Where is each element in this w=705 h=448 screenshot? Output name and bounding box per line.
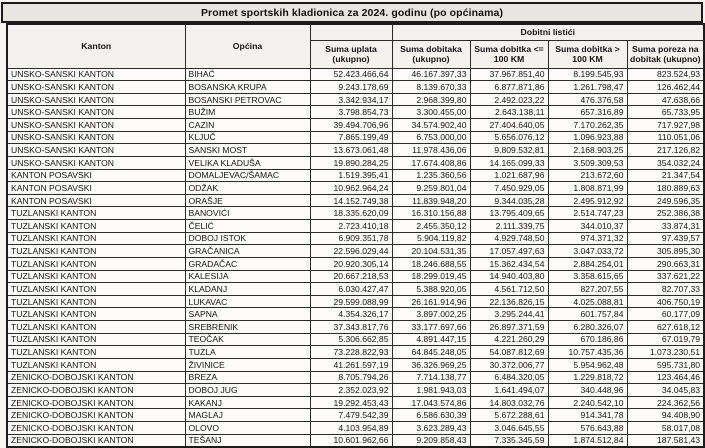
uplata-cell: 3.798.854,73 — [310, 106, 392, 119]
kanton-cell: ZENICKO-DOBOJSKI KANTON — [7, 409, 185, 422]
dobitka-gt-cell: 601.757,84 — [548, 308, 627, 321]
dobitka-le-cell: 17.057.497,63 — [470, 245, 548, 258]
dobitaka-cell: 17.043.574,86 — [392, 396, 470, 409]
poreza-cell: 337.621,22 — [627, 270, 704, 283]
dobitka-gt-cell: 3.358.615,65 — [548, 270, 627, 283]
uplata-cell: 37.343.817,76 — [310, 321, 392, 334]
kanton-cell: TUZLANSKI KANTON — [7, 358, 185, 371]
dobitka-gt-cell: 2.168.903,25 — [548, 144, 627, 157]
opcina-cell: BOSANSKI PETROVAC — [185, 93, 310, 106]
dobitka-gt-cell: 1.261.798,47 — [548, 81, 627, 94]
dobitka-gt-cell: 7.170.262,35 — [548, 119, 627, 132]
opcina-cell: ORAŠJE — [185, 194, 310, 207]
uplata-cell: 10.962.964,24 — [310, 182, 392, 195]
col-header-kanton: Kanton — [7, 24, 185, 68]
dobitka-gt-cell: 1.808.871,99 — [548, 182, 627, 195]
uplata-cell: 5.306.662,85 — [310, 333, 392, 346]
kanton-cell: KANTON POSAVSKI — [7, 169, 185, 182]
report-table — [6, 23, 705, 448]
dobitka-gt-cell: 2.884.254,01 — [548, 257, 627, 270]
kanton-cell: TUZLANSKI KANTON — [7, 232, 185, 245]
dobitka-gt-cell: 344.010,37 — [548, 220, 627, 233]
table-row — [7, 93, 704, 106]
dobitka-le-cell: 14.803.032,76 — [470, 396, 548, 409]
kanton-cell: TUZLANSKI KANTON — [7, 257, 185, 270]
dobitaka-cell: 9.209.858,43 — [392, 434, 470, 447]
dobitaka-cell: 3.623.289,43 — [392, 422, 470, 435]
dobitka-le-cell: 15.362.434,54 — [470, 257, 548, 270]
kanton-cell: ZENICKO-DOBOJSKI KANTON — [7, 384, 185, 397]
uplata-cell: 2.352.023,92 — [310, 384, 392, 397]
col-header-suma-uplata: Suma uplata (ukupno) — [310, 40, 392, 68]
poreza-cell: 1.073.230,51 — [627, 346, 704, 359]
uplata-cell: 7.865.199,49 — [310, 131, 392, 144]
dobitka-le-cell: 13.795.409,65 — [470, 207, 548, 220]
kanton-cell: UNSKO-SANSKI KANTON — [7, 81, 185, 94]
poreza-cell: 65.733,95 — [627, 106, 704, 119]
dobitaka-cell: 4.891.447,15 — [392, 333, 470, 346]
dobitka-le-cell: 5.672.288,61 — [470, 409, 548, 422]
poreza-cell: 33.874,31 — [627, 220, 704, 233]
dobitka-le-cell: 54.087.812,69 — [470, 346, 548, 359]
kanton-cell: ZENICKO-DOBOJSKI KANTON — [7, 396, 185, 409]
table-row — [7, 245, 704, 258]
kanton-cell: ZENICKO-DOBOJSKI KANTON — [7, 422, 185, 435]
opcina-cell: DOBOJ ISTOK — [185, 232, 310, 245]
table-row — [7, 308, 704, 321]
dobitka-gt-cell: 1.096.923,88 — [548, 131, 627, 144]
uplata-cell: 20.920.305,14 — [310, 257, 392, 270]
table-row — [7, 283, 704, 296]
kanton-cell: ZENICKO-DOBOJSKI KANTON — [7, 371, 185, 384]
dobitka-le-cell: 6.484.320,05 — [470, 371, 548, 384]
dobitaka-cell: 9.259.801,04 — [392, 182, 470, 195]
poreza-cell: 823.524,93 — [627, 68, 704, 81]
uplata-cell: 1.519.395,41 — [310, 169, 392, 182]
opcina-cell: DOMALJEVAC/ŠAMAC — [185, 169, 310, 182]
opcina-cell: GRAČANICA — [185, 245, 310, 258]
uplata-cell: 73.228.822,93 — [310, 346, 392, 359]
table-row — [7, 220, 704, 233]
dobitka-gt-cell: 914.341,78 — [548, 409, 627, 422]
uplata-cell: 3.342.934,17 — [310, 93, 392, 106]
table-row — [7, 119, 704, 132]
opcina-cell: BANOVIĆI — [185, 207, 310, 220]
table-row — [7, 371, 704, 384]
poreza-cell: 224.362,56 — [627, 396, 704, 409]
uplata-cell: 52.423.466,64 — [310, 68, 392, 81]
dobitka-le-cell: 9.344.035,28 — [470, 194, 548, 207]
dobitaka-cell: 5.904.119,82 — [392, 232, 470, 245]
opcina-cell: BOSANSKA KRUPA — [185, 81, 310, 94]
kanton-cell: KANTON POSAVSKI — [7, 194, 185, 207]
dobitka-le-cell: 7.450.929,05 — [470, 182, 548, 195]
table-row — [7, 321, 704, 334]
poreza-cell: 406.750,19 — [627, 295, 704, 308]
poreza-cell: 34.045,83 — [627, 384, 704, 397]
poreza-cell: 217.126,82 — [627, 144, 704, 157]
col-header-dobitni-listici: Dobitni listići — [392, 24, 704, 40]
dobitaka-cell: 16.310.156,88 — [392, 207, 470, 220]
dobitaka-cell: 3.300.455,00 — [392, 106, 470, 119]
dobitka-le-cell: 6.877.871,86 — [470, 81, 548, 94]
dobitka-gt-cell: 5.954.962,48 — [548, 358, 627, 371]
dobitaka-cell: 5.388.920,05 — [392, 283, 470, 296]
poreza-cell: 126.462,44 — [627, 81, 704, 94]
dobitka-le-cell: 14.940.403,80 — [470, 270, 548, 283]
dobitka-le-cell: 14.165.099,33 — [470, 156, 548, 169]
dobitaka-cell: 33.177.697,66 — [392, 321, 470, 334]
poreza-cell: 47.638,66 — [627, 93, 704, 106]
opcina-cell: ČELIĆ — [185, 220, 310, 233]
dobitaka-cell: 2.968.399,80 — [392, 93, 470, 106]
dobitka-gt-cell: 1.229.818,72 — [548, 371, 627, 384]
dobitka-gt-cell: 3.509.309,53 — [548, 156, 627, 169]
opcina-cell: VELIKA KLADUŠA — [185, 156, 310, 169]
uplata-cell: 4.354.326,17 — [310, 308, 392, 321]
table-row — [7, 169, 704, 182]
dobitaka-cell: 11.978.436,06 — [392, 144, 470, 157]
uplata-cell: 6.030.427,47 — [310, 283, 392, 296]
table-row — [7, 106, 704, 119]
dobitaka-cell: 64.845.248,05 — [392, 346, 470, 359]
table-row — [7, 131, 704, 144]
dobitaka-cell: 18.246.688,55 — [392, 257, 470, 270]
uplata-cell: 2.723.410,18 — [310, 220, 392, 233]
kanton-cell: TUZLANSKI KANTON — [7, 346, 185, 359]
poreza-cell: 110.051,06 — [627, 131, 704, 144]
opcina-cell: SREBRENIK — [185, 321, 310, 334]
dobitaka-cell: 26.161.914,96 — [392, 295, 470, 308]
opcina-cell: TUZLA — [185, 346, 310, 359]
dobitaka-cell: 34.574.902,40 — [392, 119, 470, 132]
dobitka-le-cell: 37.967.851,40 — [470, 68, 548, 81]
dobitka-le-cell: 2.643.138,11 — [470, 106, 548, 119]
uplata-cell: 6.909.351,78 — [310, 232, 392, 245]
kanton-cell: TUZLANSKI KANTON — [7, 270, 185, 283]
opcina-cell: DOBOJ JUG — [185, 384, 310, 397]
dobitaka-cell: 7.714.138,77 — [392, 371, 470, 384]
uplata-cell: 19.890.284,25 — [310, 156, 392, 169]
dobitaka-cell: 20.104.531,35 — [392, 245, 470, 258]
dobitaka-cell: 3.897.002,25 — [392, 308, 470, 321]
dobitka-gt-cell: 974.371,32 — [548, 232, 627, 245]
dobitka-le-cell: 2.111.339,75 — [470, 220, 548, 233]
dobitaka-cell: 2.455.350,12 — [392, 220, 470, 233]
poreza-cell: 123.464,46 — [627, 371, 704, 384]
table-row — [7, 422, 704, 435]
dobitka-gt-cell: 827.207,55 — [548, 283, 627, 296]
dobitka-gt-cell: 10.757.435,36 — [548, 346, 627, 359]
kanton-cell: TUZLANSKI KANTON — [7, 283, 185, 296]
kanton-cell: TUZLANSKI KANTON — [7, 220, 185, 233]
dobitka-le-cell: 1.021.687,96 — [470, 169, 548, 182]
kanton-cell: UNSKO-SANSKI KANTON — [7, 93, 185, 106]
col-header-dobitka-le-100: Suma dobitka <= 100 KM — [470, 40, 548, 68]
poreza-cell: 82.707,33 — [627, 283, 704, 296]
uplata-cell: 8.705.794,26 — [310, 371, 392, 384]
poreza-cell: 180.889,63 — [627, 182, 704, 195]
poreza-cell: 60.177,09 — [627, 308, 704, 321]
opcina-cell: KLJUČ — [185, 131, 310, 144]
uplata-cell: 19.292.453,43 — [310, 396, 392, 409]
table-row — [7, 409, 704, 422]
kanton-cell: TUZLANSKI KANTON — [7, 321, 185, 334]
uplata-cell: 13.673.061,48 — [310, 144, 392, 157]
poreza-cell: 354.032,24 — [627, 156, 704, 169]
opcina-cell: OLOVO — [185, 422, 310, 435]
dobitka-gt-cell: 1.874.512,84 — [548, 434, 627, 447]
poreza-cell: 187.581,43 — [627, 434, 704, 447]
dobitka-gt-cell: 2.495.912,92 — [548, 194, 627, 207]
dobitaka-cell: 18.299.019,45 — [392, 270, 470, 283]
dobitka-le-cell: 22.136.826,15 — [470, 295, 548, 308]
dobitka-le-cell: 3.046.645,55 — [470, 422, 548, 435]
uplata-cell: 10.601.962,66 — [310, 434, 392, 447]
dobitaka-cell: 6.753.000,00 — [392, 131, 470, 144]
dobitka-gt-cell: 213.672,60 — [548, 169, 627, 182]
dobitaka-cell: 8.139.670,33 — [392, 81, 470, 94]
poreza-cell: 627.618,12 — [627, 321, 704, 334]
table-body — [7, 68, 704, 447]
dobitka-le-cell: 5.656.076,12 — [470, 131, 548, 144]
poreza-cell: 58.017,08 — [627, 422, 704, 435]
opcina-cell: BIHAĆ — [185, 68, 310, 81]
poreza-cell: 67.019,79 — [627, 333, 704, 346]
opcina-cell: ODŽAK — [185, 182, 310, 195]
dobitka-le-cell: 1.641.494,07 — [470, 384, 548, 397]
table-header — [7, 24, 704, 68]
poreza-cell: 252.386,38 — [627, 207, 704, 220]
dobitka-le-cell: 9.809.532,81 — [470, 144, 548, 157]
poreza-cell: 717.927,98 — [627, 119, 704, 132]
dobitka-gt-cell: 3.047.033,72 — [548, 245, 627, 258]
kanton-cell: UNSKO-SANSKI KANTON — [7, 119, 185, 132]
opcina-cell: LUKAVAC — [185, 295, 310, 308]
kanton-cell: ZENICKO-DOBOJSKI KANTON — [7, 434, 185, 447]
dobitka-le-cell: 2.492.023,22 — [470, 93, 548, 106]
dobitka-gt-cell: 2.240.542,10 — [548, 396, 627, 409]
kanton-cell: UNSKO-SANSKI KANTON — [7, 156, 185, 169]
dobitaka-cell: 1.235.360,56 — [392, 169, 470, 182]
opcina-cell: KLADANJ — [185, 283, 310, 296]
dobitka-gt-cell: 657.316,89 — [548, 106, 627, 119]
table-row — [7, 232, 704, 245]
table-row — [7, 396, 704, 409]
uplata-cell: 39.494.706,96 — [310, 119, 392, 132]
table-row — [7, 144, 704, 157]
kanton-cell: TUZLANSKI KANTON — [7, 295, 185, 308]
col-header-suma-poreza: Suma poreza na dobitak (ukupno) — [627, 40, 704, 68]
poreza-cell: 21.347,54 — [627, 169, 704, 182]
col-header-suma-dobitaka: Suma dobitaka (ukupno) — [392, 40, 470, 68]
kanton-cell: TUZLANSKI KANTON — [7, 207, 185, 220]
table-row — [7, 68, 704, 81]
poreza-cell: 97.439,57 — [627, 232, 704, 245]
opcina-cell: GRADAČAC — [185, 257, 310, 270]
opcina-cell: BREZA — [185, 371, 310, 384]
dobitka-le-cell: 4.561.712,50 — [470, 283, 548, 296]
uplata-cell: 20.667.218,53 — [310, 270, 392, 283]
uplata-cell: 29.599.088,99 — [310, 295, 392, 308]
dobitaka-cell: 46.167.397,33 — [392, 68, 470, 81]
opcina-cell: KALESIJA — [185, 270, 310, 283]
kanton-cell: TUZLANSKI KANTON — [7, 308, 185, 321]
dobitka-le-cell: 7.335.345,59 — [470, 434, 548, 447]
kanton-cell: TUZLANSKI KANTON — [7, 333, 185, 346]
table-row — [7, 346, 704, 359]
dobitka-gt-cell: 476.376,58 — [548, 93, 627, 106]
dobitka-gt-cell: 340.448,96 — [548, 384, 627, 397]
dobitka-gt-cell: 8.199.545,93 — [548, 68, 627, 81]
table-row — [7, 182, 704, 195]
table-row — [7, 207, 704, 220]
kanton-cell: UNSKO-SANSKI KANTON — [7, 68, 185, 81]
col-header-dobitka-gt-100: Suma dobitka > 100 KM — [548, 40, 627, 68]
uplata-cell: 9.243.178,69 — [310, 81, 392, 94]
opcina-cell: SANSKI MOST — [185, 144, 310, 157]
header-row-group — [7, 24, 704, 40]
poreza-cell: 290.663,31 — [627, 257, 704, 270]
poreza-cell: 249.596,35 — [627, 194, 704, 207]
dobitka-gt-cell: 4.025.088,81 — [548, 295, 627, 308]
opcina-cell: TEOČAK — [185, 333, 310, 346]
uplata-cell: 18.335.620,09 — [310, 207, 392, 220]
dobitka-le-cell: 27.404.640,05 — [470, 119, 548, 132]
dobitka-le-cell: 3.295.244,41 — [470, 308, 548, 321]
dobitaka-cell: 36.326.969,25 — [392, 358, 470, 371]
dobitka-le-cell: 4.929.748,50 — [470, 232, 548, 245]
kanton-cell: TUZLANSKI KANTON — [7, 245, 185, 258]
table-row — [7, 270, 704, 283]
dobitka-gt-cell: 2.514.747,23 — [548, 207, 627, 220]
uplata-cell: 41.261.597,19 — [310, 358, 392, 371]
kanton-cell: KANTON POSAVSKI — [7, 182, 185, 195]
poreza-cell: 595.731,80 — [627, 358, 704, 371]
uplata-cell: 14.152.749,38 — [310, 194, 392, 207]
table-row — [7, 295, 704, 308]
table-row — [7, 81, 704, 94]
dobitka-gt-cell: 576.643,88 — [548, 422, 627, 435]
dobitka-le-cell: 4.221.260,29 — [470, 333, 548, 346]
kanton-cell: UNSKO-SANSKI KANTON — [7, 131, 185, 144]
table-row — [7, 333, 704, 346]
dobitka-gt-cell: 670.186,86 — [548, 333, 627, 346]
table-row — [7, 384, 704, 397]
opcina-cell: MAGLAJ — [185, 409, 310, 422]
col-header-opcina: Općina — [185, 24, 310, 68]
uplata-cell: 4.103.954,89 — [310, 422, 392, 435]
opcina-cell: TEŠANJ — [185, 434, 310, 447]
opcina-cell: KAKANJ — [185, 396, 310, 409]
dobitka-gt-cell: 6.280.326,07 — [548, 321, 627, 334]
opcina-cell: BUŽIM — [185, 106, 310, 119]
table-row — [7, 194, 704, 207]
opcina-cell: SAPNA — [185, 308, 310, 321]
report-title-bar — [1, 2, 703, 23]
poreza-cell: 94.408,90 — [627, 409, 704, 422]
dobitaka-cell: 17.674.408,86 — [392, 156, 470, 169]
poreza-cell: 305.895,30 — [627, 245, 704, 258]
kanton-cell: UNSKO-SANSKI KANTON — [7, 106, 185, 119]
table-row — [7, 257, 704, 270]
opcina-cell: CAZIN — [185, 119, 310, 132]
table-row — [7, 434, 704, 447]
opcina-cell: ŽIVINICE — [185, 358, 310, 371]
dobitka-le-cell: 26.897.371,59 — [470, 321, 548, 334]
uplata-cell: 7.479.542,39 — [310, 409, 392, 422]
kanton-cell: UNSKO-SANSKI KANTON — [7, 144, 185, 157]
table-row — [7, 156, 704, 169]
table-row — [7, 358, 704, 371]
report-title: Promet sportskih kladionica za 2024. godinu (po općinama) — [200, 6, 504, 19]
dobitaka-cell: 11.839.948,20 — [392, 194, 470, 207]
dobitka-le-cell: 30.372.006,77 — [470, 358, 548, 371]
uplata-cell: 22.596.029,44 — [310, 245, 392, 258]
col-header-empty — [310, 24, 392, 40]
dobitaka-cell: 6.586.630,39 — [392, 409, 470, 422]
dobitaka-cell: 1.981.943,03 — [392, 384, 470, 397]
